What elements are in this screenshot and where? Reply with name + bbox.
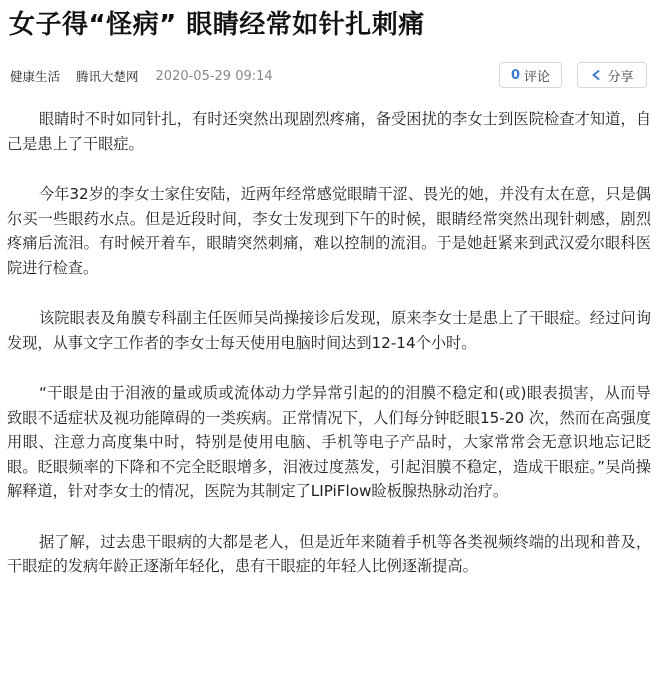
paragraph: “干眼是由于泪液的量或质或流体动力学异常引起的的泪膜不稳定和(或)眼表损害，从而导致眼不适症状及视功能障碍的一类疾病。正常情况下，人们每分钟眨眼15-20 次，然而在高强度用眼、注意力高度集中时，特别是使用电脑、手机等电子产品时，大家常常会无意识地忘记眨眼。眨眼频率的下降和不完全眨眼增多，泪液过度蒸发，引起泪膜不稳定，造成干眼症。”吴尚操解释道，针对李女士的情况，医院为其制定了LIPiFlow睑板腺热脉动治疗。: [7, 384, 651, 500]
share-icon: [590, 69, 602, 81]
article-meta: [10, 66, 273, 86]
paragraph: 据了解，过去患干眼病的大都是老人，但是近年来随着手机等各类视频终端的出现和普及，干眼症的发病年龄正逐渐年轻化，患有干眼症的年轻人比例逐渐提高。: [7, 532, 651, 575]
publish-time: 2020-05-29 09:14: [155, 68, 273, 84]
comment-count: 0: [510, 67, 521, 83]
article-title: 女子得“怪病” 眼睛经常如针扎刺痛: [9, 10, 425, 40]
share-button[interactable]: [577, 62, 647, 88]
paragraph: 眼睛时不时如同针扎，有时还突然出现剧烈疼痛，备受困扰的李女士到医院检查才知道，自己是患上了干眼症。: [7, 110, 651, 153]
comment-label: 评论: [524, 69, 551, 85]
category-label[interactable]: 健康生活: [10, 69, 61, 84]
paragraph: 该院眼表及角膜专科副主任医师吴尚操接诊后发现，原来李女士是患上了干眼症。经过问询发现，从事文字工作者的李女士每天使用电脑时间达到12-14个小时。: [7, 309, 651, 352]
article-body: [7, 107, 651, 579]
comment-button[interactable]: [499, 62, 562, 88]
source-label[interactable]: 腾讯大楚网: [76, 69, 139, 84]
share-label: 分享: [607, 69, 634, 85]
paragraph: 今年32岁的李女士家住安陆，近两年经常感觉眼睛干涩、畏光的她，并没有太在意，只是偶尔买一些眼药水点。但是近段时间，李女士发现到下午的时候，眼睛经常突然出现针刺感，剧烈疼痛后流泪。有时候开着车，眼睛突然刺痛，难以控制的流泪。于是她赶紧来到武汉爱尔眼科医院进行检查。: [7, 185, 651, 277]
